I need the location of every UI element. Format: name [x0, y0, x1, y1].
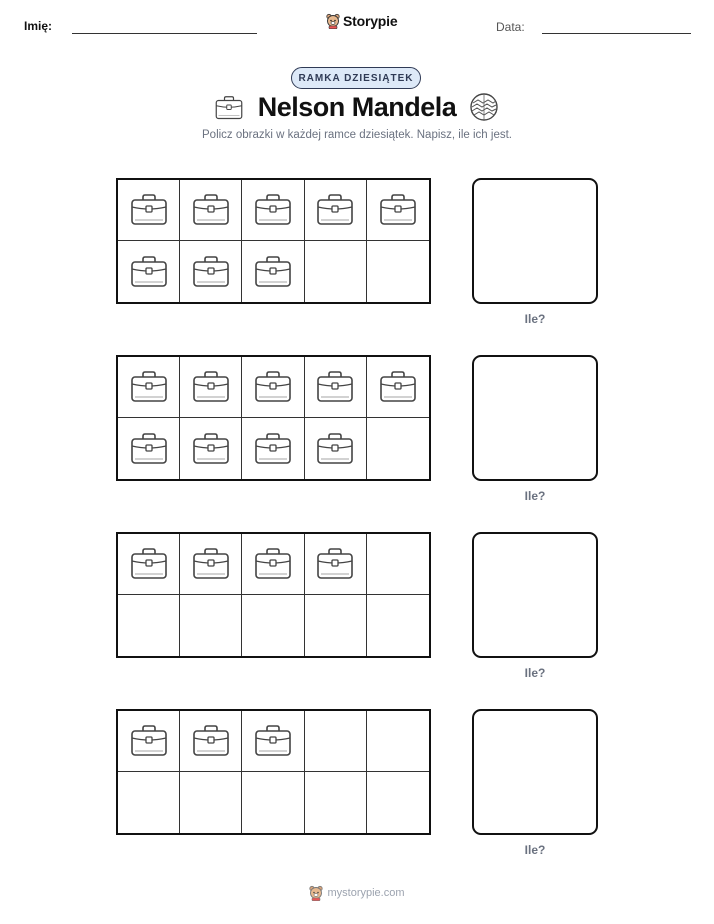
ten-frame [116, 355, 431, 481]
ten-frame-cell [367, 711, 429, 772]
briefcase-icon [315, 193, 355, 227]
brand-logo [326, 13, 397, 29]
ten-frame-cell [242, 357, 304, 418]
answer-box[interactable] [472, 532, 598, 658]
ten-frame-cell [305, 357, 367, 418]
ten-frame-cell [242, 595, 304, 656]
briefcase-icon [129, 193, 169, 227]
ten-frame-cell [305, 711, 367, 772]
brand-name: Storypie [343, 13, 398, 29]
ten-frame-row-2 [0, 355, 714, 515]
briefcase-icon [129, 432, 169, 466]
ten-frame [116, 178, 431, 304]
ten-frame-cell [242, 418, 304, 479]
briefcase-icon [191, 370, 231, 404]
briefcase-icon [129, 370, 169, 404]
ten-frame-cell [180, 711, 242, 772]
ten-frame-cell [305, 772, 367, 833]
ten-frame-cell [180, 772, 242, 833]
page-title: Nelson Mandela [257, 92, 457, 122]
answer-label: Ile? [524, 489, 546, 503]
ten-frame-cell [367, 180, 429, 241]
title-row [0, 92, 714, 126]
ten-frame-cell [118, 595, 180, 656]
briefcase-icon [378, 370, 418, 404]
ten-frame-cell [180, 357, 242, 418]
ten-frame-cell [242, 711, 304, 772]
ten-frame-cell [118, 534, 180, 595]
answer-box[interactable] [472, 355, 598, 481]
ten-frame-cell [305, 241, 367, 302]
ten-frame-cell [242, 180, 304, 241]
ten-frame-cell [367, 534, 429, 595]
ten-frame [116, 709, 431, 835]
ten-frame-cell [118, 241, 180, 302]
ten-frame-cell [180, 595, 242, 656]
ten-frame [116, 532, 431, 658]
briefcase-icon [315, 432, 355, 466]
answer-label: Ile? [524, 666, 546, 680]
name-write-line[interactable] [72, 33, 257, 34]
ten-frame-cell [305, 418, 367, 479]
ten-frame-cell [367, 418, 429, 479]
ten-frame-cell [305, 534, 367, 595]
ten-frame-cell [242, 241, 304, 302]
briefcase-icon [129, 547, 169, 581]
instructions: Policz obrazki w każdej ramce dziesiątek. Napisz, ile ich jest. [202, 129, 512, 141]
ten-frame-row-4 [0, 709, 714, 869]
ten-frame-cell [180, 534, 242, 595]
briefcase-icon [253, 724, 293, 758]
date-label: Data: [496, 20, 525, 34]
briefcase-icon [253, 547, 293, 581]
ten-frame-cell [367, 357, 429, 418]
ten-frame-cell [118, 180, 180, 241]
ten-frame-cell [242, 772, 304, 833]
briefcase-icon [253, 432, 293, 466]
ten-frame-row-1 [0, 178, 714, 338]
ten-frame-cell [180, 180, 242, 241]
bear-mascot-icon [326, 13, 340, 29]
ten-frame-row-3 [0, 532, 714, 692]
briefcase-icon [191, 724, 231, 758]
answer-label: Ile? [524, 843, 546, 857]
ten-frame-cell [180, 418, 242, 479]
footer [0, 885, 714, 901]
briefcase-icon [191, 547, 231, 581]
briefcase-icon [253, 255, 293, 289]
ten-frame-cell [305, 180, 367, 241]
answer-box[interactable] [472, 709, 598, 835]
ten-frame-cell [118, 357, 180, 418]
briefcase-icon [315, 370, 355, 404]
ten-frame-cell [118, 711, 180, 772]
footer-url: mystorypie.com [327, 887, 405, 899]
ten-frame-cell [367, 595, 429, 656]
ten-frame-cell [242, 534, 304, 595]
briefcase-icon [129, 255, 169, 289]
ten-frame-cell [367, 772, 429, 833]
briefcase-icon [378, 193, 418, 227]
globe-ornament-icon [469, 92, 499, 122]
briefcase-icon [191, 255, 231, 289]
briefcase-icon [191, 193, 231, 227]
ten-frame-cell [367, 241, 429, 302]
briefcase-icon [191, 432, 231, 466]
worksheet-type-badge: RAMKA DZIESIĄTEK [291, 67, 421, 89]
worksheet-header [0, 0, 714, 50]
ten-frame-cell [118, 418, 180, 479]
briefcase-icon [129, 724, 169, 758]
ten-frame-cell [305, 595, 367, 656]
ten-frame-cell [180, 241, 242, 302]
name-label: Imię: [24, 19, 53, 33]
briefcase-icon [315, 547, 355, 581]
briefcase-icon [253, 193, 293, 227]
ten-frame-cell [118, 772, 180, 833]
bear-mascot-icon [309, 885, 323, 901]
date-write-line[interactable] [542, 33, 691, 34]
answer-box[interactable] [472, 178, 598, 304]
briefcase-icon [253, 370, 293, 404]
answer-label: Ile? [524, 312, 546, 326]
